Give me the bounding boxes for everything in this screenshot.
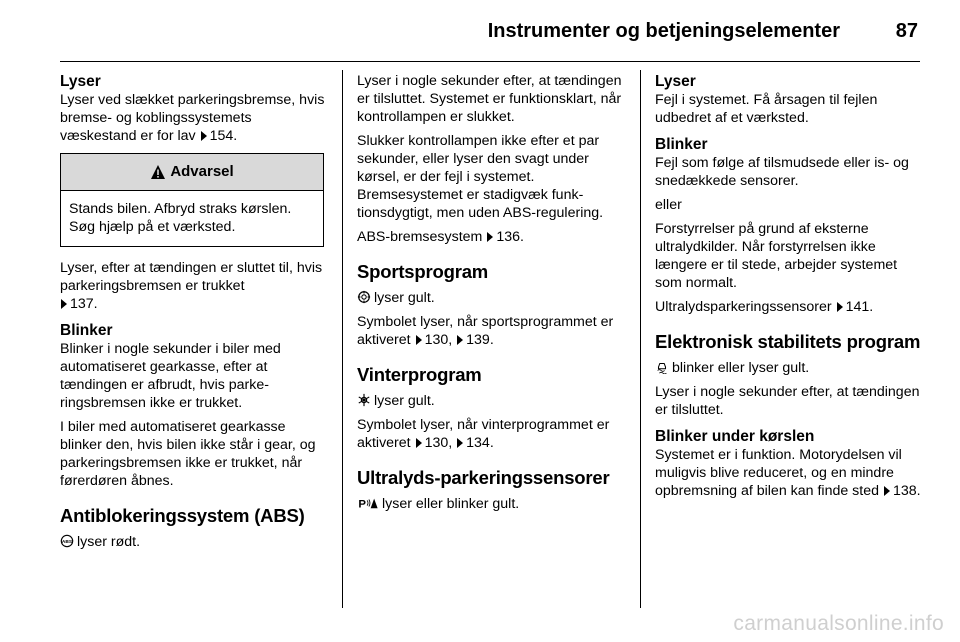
- paragraph: lyser gult.: [357, 392, 623, 410]
- warning-text: Stands bilen. Afbryd straks kørslen. Søg hjælp på et værksted.: [69, 201, 292, 235]
- page-ref-arrow-icon: [884, 486, 890, 496]
- page-ref-arrow-icon: [487, 232, 493, 242]
- paragraph: Blinker i nogle sekunder i biler med automatiseret gearkasse, efter at tændingen er afbrudt, hvis parkeringsbremsen ikke er trukket.: [60, 341, 281, 411]
- page-ref-arrow-icon: [61, 299, 67, 309]
- page-ref-arrow-icon: [457, 335, 463, 345]
- paragraph: Lyser i nogle sekunder efter, at tændingen er tilsluttet. Systemet er funktionsklart, når kontrollampen er slukket.: [357, 73, 622, 125]
- section-heading: Blinker: [60, 322, 113, 339]
- section-heading: Sportsprogram: [357, 261, 489, 282]
- section-heading: Vinterprogram: [357, 364, 482, 385]
- section-heading: Blinker: [655, 136, 708, 153]
- paragraph: ABS-bremsesystem 136.: [357, 229, 524, 245]
- page-ref[interactable]: 130,: [424, 435, 453, 451]
- warning-header: [61, 154, 323, 191]
- paragraph: Symbolet lyser, når vinterprogrammet er aktiveret 130, 134.: [357, 417, 610, 451]
- paragraph: ABS lyser rødt.: [61, 534, 141, 550]
- warning-title: Advarsel: [170, 163, 234, 180]
- paragraph: Ultralydsparkeringssensorer 141.: [655, 299, 874, 315]
- paragraph: Fejl i systemet. Få årsagen til fejlen udbedret af et værksted.: [655, 92, 878, 126]
- paragraph: Forstyrrelser på grund af eksterne ultralydkilder. Når forstyrrelsen ikke længere er til stede, arbejder systemet som normalt.: [655, 221, 898, 291]
- page-ref-arrow-icon: [837, 302, 843, 312]
- page-header: [0, 0, 960, 62]
- page-ref[interactable]: 141.: [845, 299, 874, 315]
- warning-triangle-icon: [150, 164, 166, 180]
- paragraph: Lyser ved slækket parkeringsbremse, hvis bremse- og koblingssystemets væskestand er for lav 154.: [60, 92, 325, 144]
- paragraph: blinker eller lyser gult.: [655, 359, 921, 377]
- column-divider: [342, 70, 343, 608]
- sport-mode-icon: [357, 290, 371, 304]
- abs-warning-icon: [60, 534, 74, 548]
- section-heading: Elektronisk stabilitets program: [655, 331, 921, 352]
- section-heading: Antiblokeringssystem (ABS): [60, 505, 305, 526]
- svg-text:ABS: ABS: [61, 540, 73, 546]
- paragraph: eller: [655, 197, 682, 213]
- column-1: [60, 72, 328, 557]
- page-ref[interactable]: 134.: [466, 435, 494, 451]
- paragraph: Systemet er i funktion. Motorydelsen vil muligvis blive reduceret, og en mindre opbremsning af bilen kan finde sted 138.: [655, 447, 921, 499]
- page-ref[interactable]: 154.: [209, 128, 238, 144]
- header-title: Instrumenter og betjeningselementer: [487, 20, 840, 42]
- section-heading: Ultralyds-parkeringssensorer: [357, 467, 610, 488]
- section-heading: Blinker under kørslen: [655, 428, 815, 445]
- paragraph: Slukker kontrollampen ikke efter et par sekunder, eller lyser den svagt under kørsel, er der fejl i systemet. Bremsesystemet er stadigvæk funktionsdygtigt, men uden ABS-regulering.: [357, 133, 604, 221]
- page-ref[interactable]: 137.: [70, 296, 98, 312]
- page-ref[interactable]: 138.: [892, 483, 921, 499]
- paragraph: Lyser, efter at tændingen er sluttet til, hvis parkeringsbremsen er trukket 137.: [60, 260, 323, 312]
- svg-text:P: P: [358, 498, 366, 510]
- paragraph: P lyser eller blinker gult.: [358, 496, 520, 512]
- page-ref[interactable]: 136.: [496, 229, 524, 245]
- section-heading: Lyser: [655, 73, 696, 90]
- column-3: [655, 72, 921, 506]
- esp-skid-icon: [655, 360, 669, 374]
- page-ref[interactable]: 130,: [424, 332, 453, 348]
- page-ref-arrow-icon: [201, 131, 207, 141]
- paragraph: Lyser i nogle sekunder efter, at tændingen er tilsluttet.: [655, 384, 920, 418]
- page-ref-arrow-icon: [416, 438, 422, 448]
- column-divider: [640, 70, 641, 608]
- page-number: 87: [895, 20, 918, 42]
- paragraph: I biler med automatiseret gearkasse blinker den, hvis bilen ikke står i gear, og parkeringsbremsen ikke er trukket, når førerdøren åbnes.: [60, 419, 316, 489]
- page-ref-arrow-icon: [416, 335, 422, 345]
- section-heading: Lyser: [60, 73, 101, 90]
- paragraph: lyser gult.: [357, 289, 623, 307]
- header-rule: [60, 61, 920, 62]
- column-2: [357, 72, 623, 519]
- paragraph: Fejl som følge af tilsmudsede eller is- og snedækkede sensorer.: [655, 155, 909, 189]
- warning-box: [60, 153, 324, 247]
- paragraph: Symbolet lyser, når sportsprogrammet er aktiveret 130, 139.: [357, 314, 614, 348]
- watermark: carmanualsonline.info: [733, 612, 944, 635]
- parking-sensor-icon: [357, 496, 379, 510]
- winter-mode-icon: [357, 393, 371, 407]
- page-ref[interactable]: 139.: [466, 332, 494, 348]
- page-ref-arrow-icon: [457, 438, 463, 448]
